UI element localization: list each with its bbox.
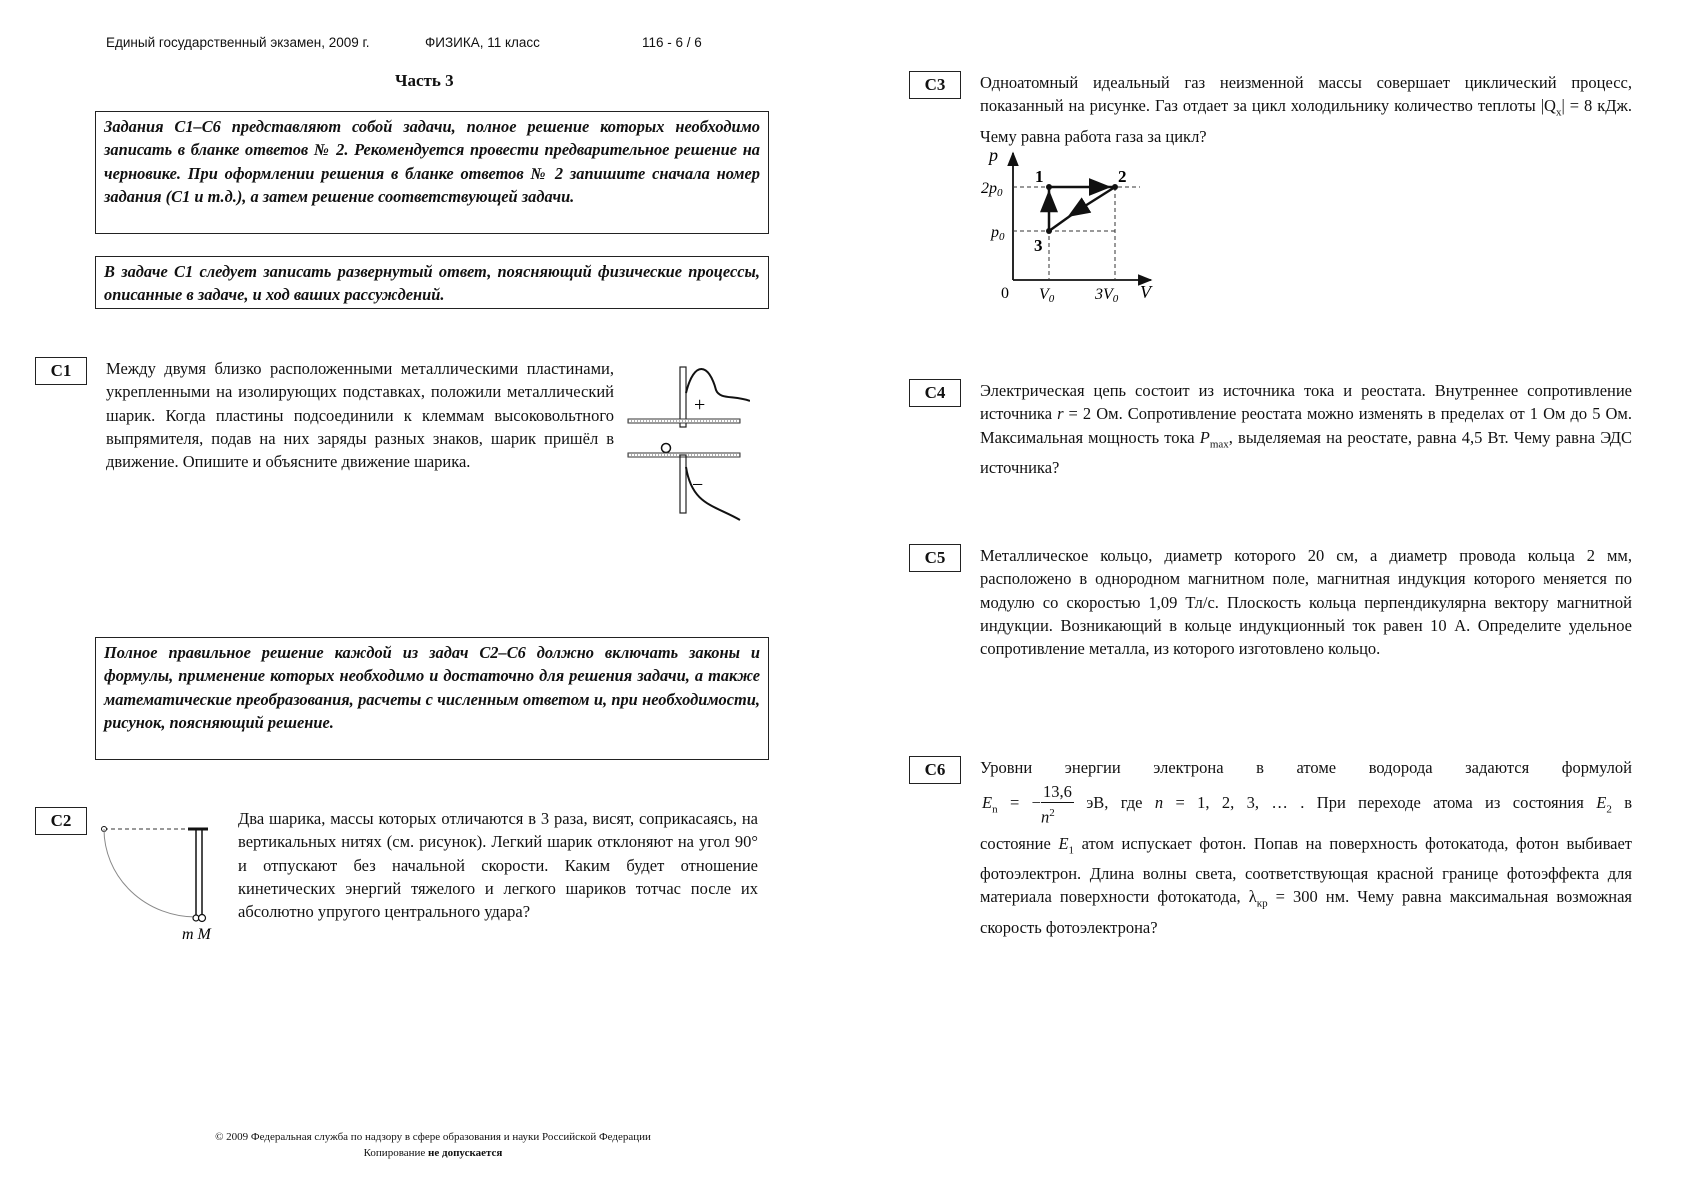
exam-header: Единый государственный экзамен, 2009 г. xyxy=(106,35,370,50)
part-title: Часть 3 xyxy=(395,71,454,90)
tick-2p0: 2p0 xyxy=(981,180,1003,199)
p-axis-label: p xyxy=(989,145,998,165)
c6-fraction: $\frac{13,6}{n^2}$ xyxy=(1040,781,1072,827)
c1-lower-stand xyxy=(680,455,686,513)
point-1 xyxy=(1046,184,1052,190)
c1-plus-sign: + xyxy=(694,394,706,416)
footer-copy-notice: Копирование не допускается xyxy=(363,1147,503,1159)
c1-upper-plate xyxy=(628,419,740,423)
task-label-c6: C6 xyxy=(909,756,961,784)
point-3-label: 3 xyxy=(1034,236,1043,255)
c1-minus-sign: − xyxy=(692,474,704,496)
instruction-box-3: Полное правильное решение каждой из задач С2–С6 должно включать законы и формулы, применение которых необходимо и достаточно для решения задачи, а также математические преобразования, расчеты с численным ответом и, при необходимости, рисунок, поясняющий решение. xyxy=(95,637,769,760)
origin-label: 0 xyxy=(1001,285,1009,302)
process-2-3 xyxy=(1077,187,1115,211)
c1-upper-stand xyxy=(680,367,686,427)
task-c1-text: Между двумя близко расположенными металлическими пластинами, укрепленными на изолирующих подставках, положили металлический шарик. Когда пластины подсоединили к клеммам высоковольтного выпрямителя, подав на них заряды разных знаков, шарик пришёл в движение. Опишите и объясните движение шарика. xyxy=(106,359,614,472)
point-3 xyxy=(1046,228,1052,234)
tick-p0: p0 xyxy=(991,224,1005,243)
c6-formula-line: $E_n$ = − $\frac{13,6}{n^2}$ эВ, где n = 1, 2, 3, … . При переходе атома из состояния $E_2$ в xyxy=(982,781,1632,827)
task-label-c2: C2 xyxy=(35,807,87,835)
task-label-c4: C4 xyxy=(909,379,961,407)
task-c5-text: Металлическое кольцо, диаметр которого 20 см, а диаметр провода кольца 2 мм, расположено в однородном магнитном поле, магнитная индукция которого меняется по модулю со скоростью 1,09 Тл/с. Плоскость кольца перпендикулярна вектору магнитной индукции. Возникающий в кольце индукционный ток равен 10 А. Определите удельное сопротивление металла, из которого изготовлено кольцо. xyxy=(980,546,1632,659)
c6-line-1: Уровни энергии электрона в атоме водорода задаются формулой xyxy=(980,758,1632,777)
v-axis-label: V xyxy=(1140,282,1151,302)
point-1-label: 1 xyxy=(1035,167,1044,186)
task-c4-text: Электрическая цепь состоит из источника тока и реостата. Внутреннее сопротивление источника r = 2 Ом. Сопротивление реостата можно изменять в пределах от 1 Ом до 5 Ом. Максимальная мощность тока $P_{max}$, выделяемая на реостате, равна 4,5 Вт. Чему равна ЭДС источника? xyxy=(980,381,1632,478)
c1-figure xyxy=(624,355,750,525)
c2-ball-M xyxy=(199,915,206,922)
task-c3-text: Одноатомный идеальный газ неизменной массы совершает циклический процесс, показанный на рисунке. Газ отдает за цикл холодильнику количество теплоты $|Q_х| = 8$ кДж. Чему равна работа газа за цикл? xyxy=(980,73,1632,146)
page-code: 116 - 6 / 6 xyxy=(642,35,702,50)
task-label-c5: C5 xyxy=(909,544,961,572)
footer xyxy=(168,1129,698,1161)
tick-3v0: 3V0 xyxy=(1095,286,1119,305)
task-c2-text: Два шарика, массы которых отличаются в 3 раза, висят, соприкасаясь, на вертикальных нитях (см. рисунок). Легкий шарик отклоняют на угол 90° и отпускают без начальной скорости. Каким будет отношение кинетических энергий тяжелого и легкого шариков тотчас после их абсолютно упругого центрального удара? xyxy=(238,809,758,922)
tick-v0: V0 xyxy=(1039,286,1055,305)
c2-arc xyxy=(104,829,196,917)
instruction-box-2: В задаче С1 следует записать развернутый ответ, поясняющий физические процессы, описанные в задаче, и ход ваших рассуждений. xyxy=(95,256,769,309)
footer-copyright: © 2009 Федеральная служба по надзору в сфере образования и науки Российской Федерации xyxy=(215,1131,651,1143)
task-label-c3: C3 xyxy=(909,71,961,99)
point-2-label: 2 xyxy=(1118,167,1127,186)
c2-mass-labels: m M xyxy=(182,926,211,943)
subject-header: ФИЗИКА, 11 класс xyxy=(425,35,540,50)
c1-ball xyxy=(662,444,671,453)
c6-rest: состояние $E_1$ атом испускает фотон. Попав на поверхность фотокатода, фотон выбивает фотоэлектрон. Длина волны света, соответствующая красной границе фотоэффекта для материала поверхности фотокатода, $\lambda_{кр} = 300$ нм. Чему равна максимальная возможная скорость фотоэлектрона? xyxy=(980,833,1632,938)
task-c6-text xyxy=(980,756,1632,939)
c2-figure xyxy=(100,820,230,945)
c3-pv-graph xyxy=(975,145,1165,310)
instruction-box-1: Задания С1–С6 представляют собой задачи, полное решение которых необходимо записать в бланке ответов № 2. Рекомендуется провести предварительное решение на черновике. При оформлении решения в бланке ответов № 2 запишите сначала номер задания (С1 и т.д.), а затем решение соответствующей задачи. xyxy=(95,111,769,234)
task-label-c1: C1 xyxy=(35,357,87,385)
